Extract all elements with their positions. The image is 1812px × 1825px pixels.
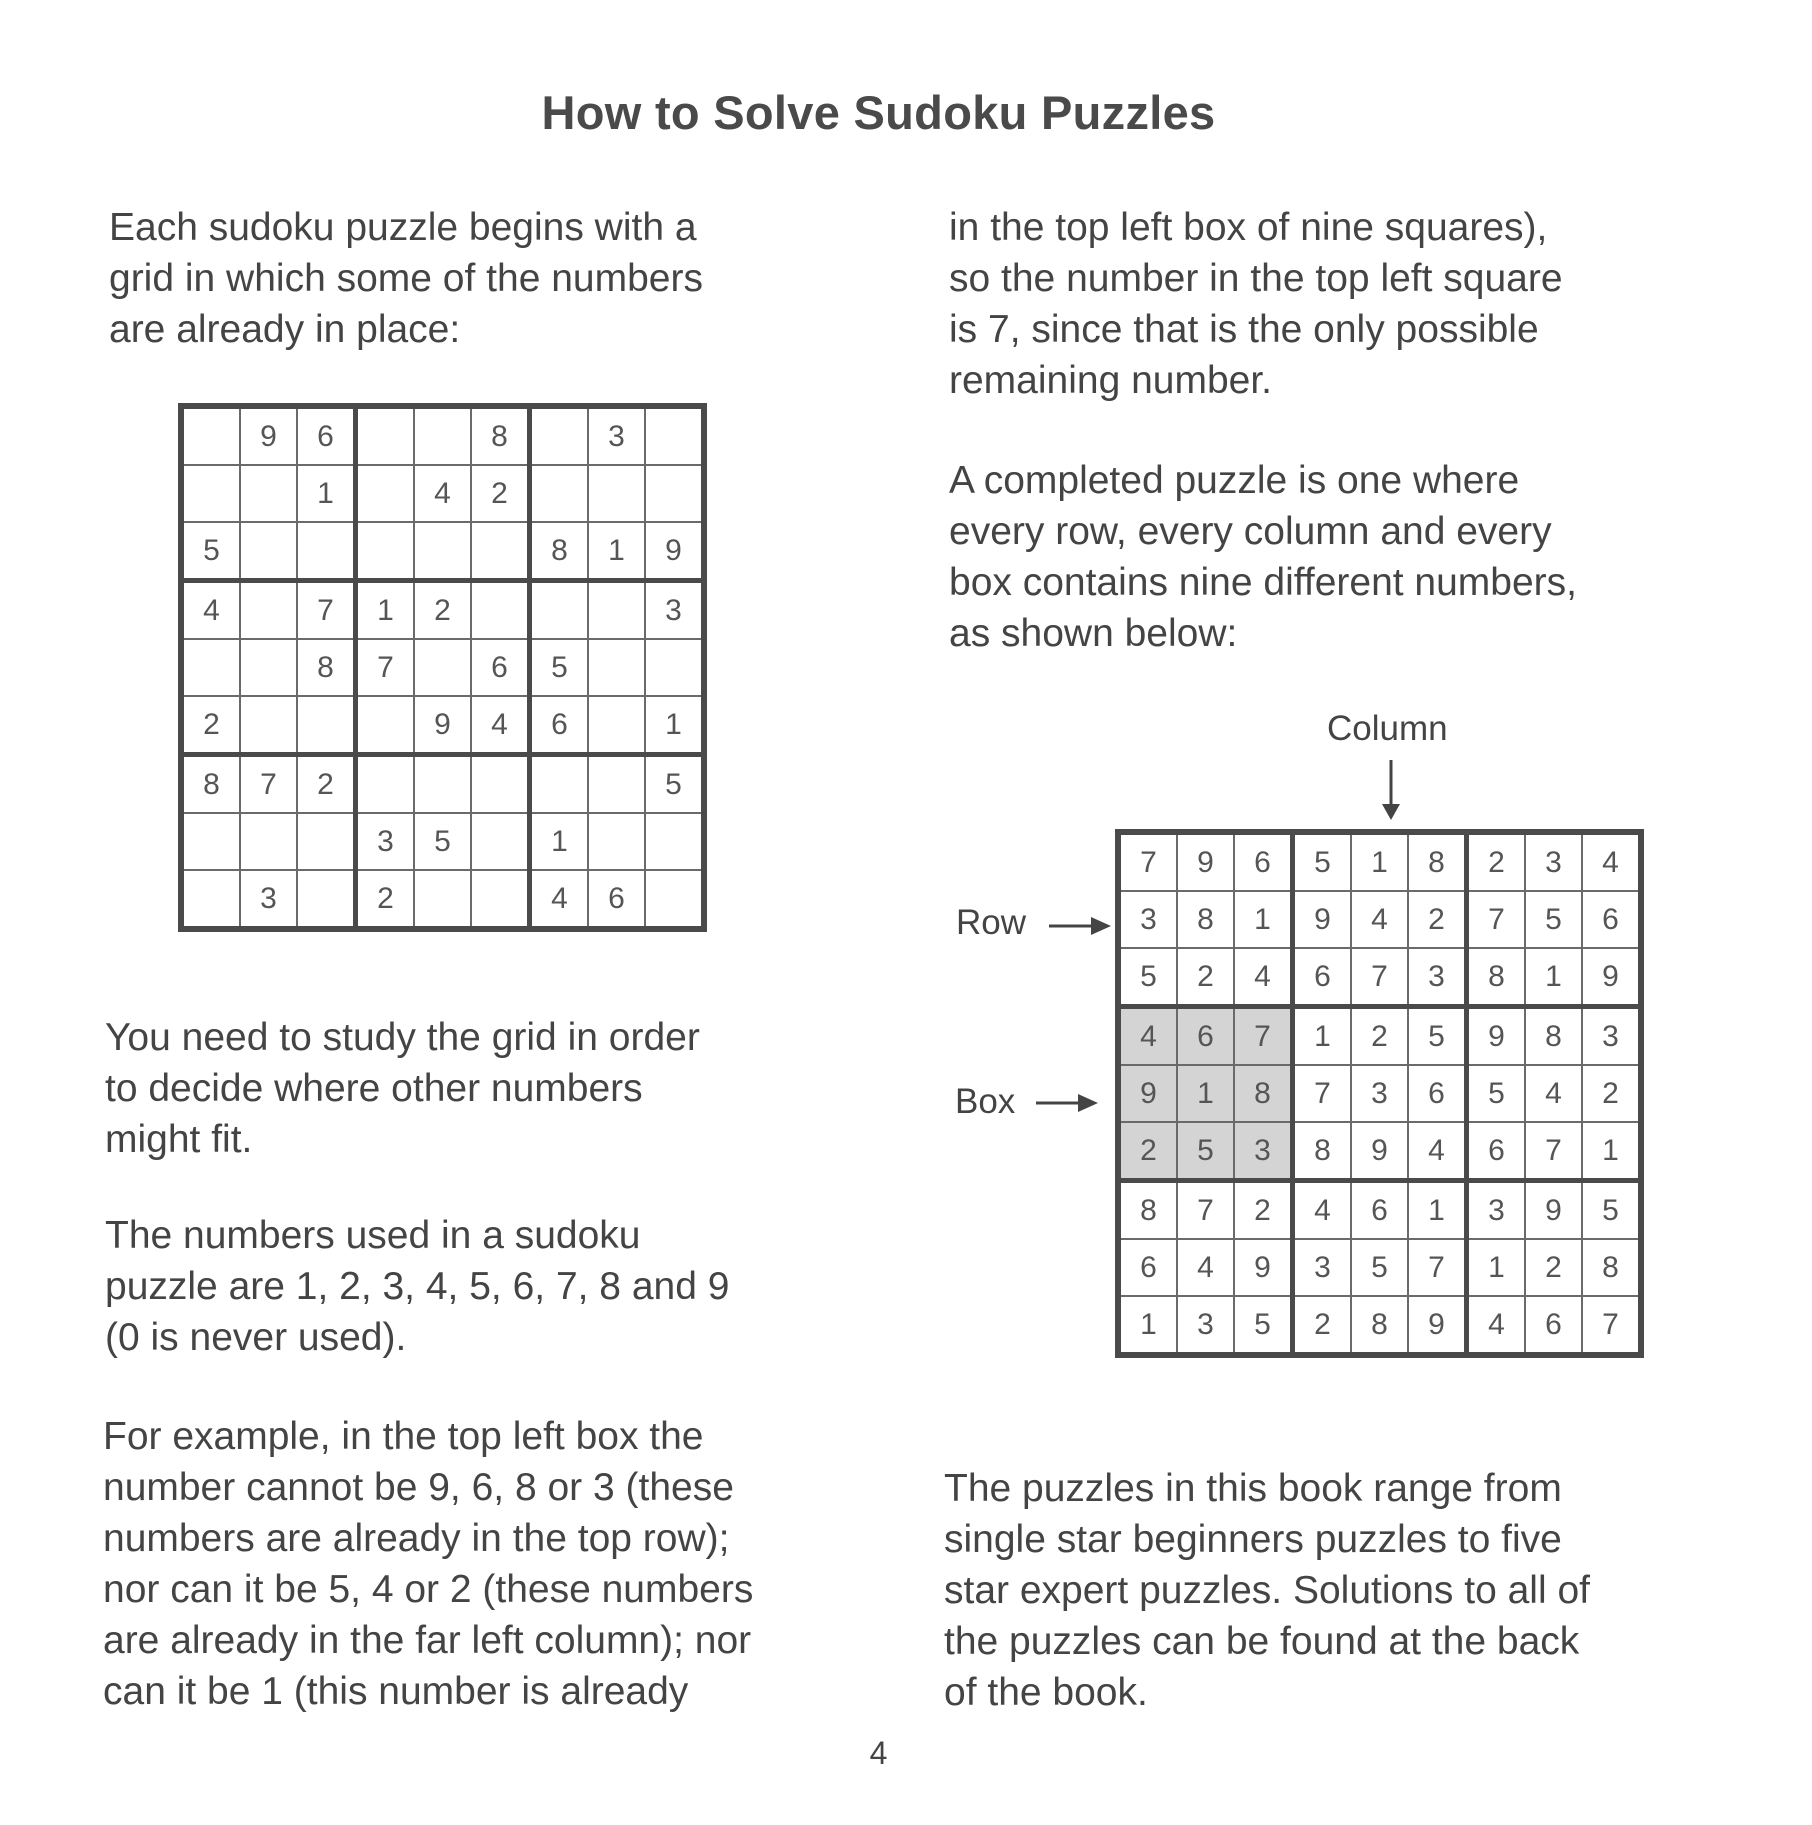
grid-row	[1118, 1007, 1641, 1066]
grid-cell: 4	[181, 581, 240, 640]
grid-cell: 7	[1351, 948, 1408, 1007]
grid-cell: 8	[1234, 1065, 1293, 1122]
grid-cell: 7	[1177, 1181, 1234, 1240]
grid-cell	[530, 755, 589, 814]
grid-cell: 8	[1408, 832, 1467, 891]
grid-cell: 3	[1467, 1181, 1526, 1240]
grid-cell: 1	[1582, 1122, 1641, 1181]
grid-row	[181, 465, 704, 522]
grid-row	[181, 870, 704, 929]
grid-cell: 2	[1467, 832, 1526, 891]
grid-cell	[471, 755, 530, 814]
grid-cell: 8	[297, 639, 356, 696]
grid-cell	[297, 522, 356, 581]
grid-cell: 7	[1293, 1065, 1352, 1122]
grid-cell	[588, 581, 645, 640]
grid-cell	[356, 465, 415, 522]
grid-cell: 5	[1408, 1007, 1467, 1066]
grid-cell	[588, 465, 645, 522]
grid-cell: 6	[1467, 1122, 1526, 1181]
grid-cell: 6	[530, 696, 589, 755]
grid-cell: 4	[1525, 1065, 1582, 1122]
grid-cell: 8	[1582, 1239, 1641, 1296]
grid-cell: 2	[1234, 1181, 1293, 1240]
grid-cell	[530, 465, 589, 522]
grid-cell: 8	[530, 522, 589, 581]
grid-cell	[356, 406, 415, 465]
grid-cell: 4	[1293, 1181, 1352, 1240]
grid-row	[1118, 1181, 1641, 1240]
grid-row	[1118, 948, 1641, 1007]
row-label: Row	[956, 903, 1027, 942]
grid-cell: 9	[240, 406, 297, 465]
grid-cell: 4	[1351, 891, 1408, 948]
page-number: 4	[869, 1735, 888, 1771]
box-arrow-icon	[1036, 1091, 1100, 1115]
grid-cell: 3	[1525, 832, 1582, 891]
grid-cell	[588, 755, 645, 814]
grid-cell: 4	[1177, 1239, 1234, 1296]
grid-cell	[181, 406, 240, 465]
book-range-paragraph: The puzzles in this book range from single star beginners puzzles to five star expert puzzles. Solutions to all of the puzzles can be found at the back of the book.	[944, 1467, 1590, 1714]
grid-cell: 4	[1234, 948, 1293, 1007]
grid-cell	[471, 870, 530, 929]
column-label: Column	[1327, 709, 1448, 748]
grid-cell: 7	[356, 639, 415, 696]
grid-row	[181, 522, 704, 581]
grid-cell	[471, 522, 530, 581]
completed-puzzle-paragraph: A completed puzzle is one where every row, every column and every box contains nine different numbers, as shown below:	[949, 459, 1577, 655]
grid-row	[181, 639, 704, 696]
grid-cell	[645, 465, 704, 522]
grid-cell	[588, 813, 645, 870]
grid-cell	[297, 870, 356, 929]
grid-cell: 9	[645, 522, 704, 581]
grid-row	[181, 755, 704, 814]
grid-cell: 2	[297, 755, 356, 814]
grid-cell: 1	[645, 696, 704, 755]
grid-row	[181, 813, 704, 870]
grid-cell: 6	[1118, 1239, 1177, 1296]
grid-cell: 9	[1467, 1007, 1526, 1066]
grid-cell: 7	[1118, 832, 1177, 891]
grid-cell	[645, 406, 704, 465]
grid-cell: 9	[1293, 891, 1352, 948]
grid-cell: 5	[1351, 1239, 1408, 1296]
grid-cell: 8	[1118, 1181, 1177, 1240]
grid-cell: 4	[414, 465, 471, 522]
grid-cell: 1	[1234, 891, 1293, 948]
grid-cell: 6	[297, 406, 356, 465]
grid-cell	[414, 406, 471, 465]
grid-cell: 6	[1525, 1296, 1582, 1355]
grid-cell: 1	[1177, 1065, 1234, 1122]
grid-cell: 9	[1351, 1122, 1408, 1181]
grid-row	[181, 581, 704, 640]
grid-cell: 6	[588, 870, 645, 929]
grid-cell: 8	[1351, 1296, 1408, 1355]
grid-cell: 3	[1351, 1065, 1408, 1122]
grid-cell: 1	[356, 581, 415, 640]
grid-cell	[645, 639, 704, 696]
grid-cell: 5	[1234, 1296, 1293, 1355]
grid-cell: 7	[297, 581, 356, 640]
grid-cell	[240, 639, 297, 696]
grid-cell: 2	[1293, 1296, 1352, 1355]
grid-cell	[240, 813, 297, 870]
grid-cell	[181, 465, 240, 522]
example-continued-paragraph: in the top left box of nine squares), so the number in the top left square is 7, since that is the only possible remaining number.	[949, 206, 1563, 402]
grid-cell: 5	[1582, 1181, 1641, 1240]
intro-paragraph: Each sudoku puzzle begins with a grid in which some of the numbers are already in place:	[109, 206, 703, 351]
grid-cell: 1	[297, 465, 356, 522]
grid-cell: 5	[1525, 891, 1582, 948]
grid-cell	[356, 755, 415, 814]
grid-cell: 2	[1118, 1122, 1177, 1181]
grid-cell: 6	[1234, 832, 1293, 891]
grid-cell	[588, 639, 645, 696]
grid-cell	[645, 813, 704, 870]
grid-cell: 3	[1293, 1239, 1352, 1296]
grid-cell: 9	[1234, 1239, 1293, 1296]
grid-cell: 3	[588, 406, 645, 465]
grid-cell: 3	[1234, 1122, 1293, 1181]
grid-cell: 5	[1118, 948, 1177, 1007]
grid-cell: 6	[1408, 1065, 1467, 1122]
grid-cell: 2	[356, 870, 415, 929]
grid-cell: 1	[588, 522, 645, 581]
grid-cell: 4	[471, 696, 530, 755]
grid-cell: 2	[1408, 891, 1467, 948]
grid-cell	[240, 696, 297, 755]
grid-cell: 4	[1582, 832, 1641, 891]
grid-cell: 6	[1582, 891, 1641, 948]
grid-cell: 2	[1351, 1007, 1408, 1066]
grid-row	[181, 696, 704, 755]
grid-cell: 9	[1408, 1296, 1467, 1355]
grid-cell: 8	[1177, 891, 1234, 948]
grid-cell: 2	[471, 465, 530, 522]
grid-cell: 9	[414, 696, 471, 755]
grid-cell: 5	[530, 639, 589, 696]
grid-cell	[645, 870, 704, 929]
grid-cell: 9	[1177, 832, 1234, 891]
grid-cell: 2	[1582, 1065, 1641, 1122]
numbers-used-paragraph: The numbers used in a sudoku puzzle are 1, 2, 3, 4, 5, 6, 7, 8 and 9 (0 is never used).	[105, 1214, 730, 1359]
grid-cell: 5	[1467, 1065, 1526, 1122]
grid-cell: 5	[1293, 832, 1352, 891]
grid-cell	[588, 696, 645, 755]
grid-cell: 1	[1118, 1296, 1177, 1355]
grid-cell	[530, 581, 589, 640]
grid-cell: 1	[1351, 832, 1408, 891]
grid-cell: 3	[240, 870, 297, 929]
grid-cell: 2	[414, 581, 471, 640]
grid-cell: 1	[1408, 1181, 1467, 1240]
grid-cell: 3	[1177, 1296, 1234, 1355]
grid-cell: 4	[530, 870, 589, 929]
box-label: Box	[955, 1082, 1016, 1121]
grid-cell	[240, 465, 297, 522]
grid-cell: 9	[1118, 1065, 1177, 1122]
grid-cell	[414, 755, 471, 814]
grid-row	[1118, 1122, 1641, 1181]
grid-cell: 1	[530, 813, 589, 870]
grid-cell	[356, 522, 415, 581]
grid-cell: 3	[1408, 948, 1467, 1007]
grid-cell: 3	[645, 581, 704, 640]
grid-cell: 2	[181, 696, 240, 755]
grid-cell: 5	[414, 813, 471, 870]
grid-cell: 6	[1177, 1007, 1234, 1066]
grid-cell	[471, 581, 530, 640]
grid-cell	[356, 696, 415, 755]
grid-cell: 6	[1293, 948, 1352, 1007]
grid-cell: 5	[645, 755, 704, 814]
grid-cell: 8	[1467, 948, 1526, 1007]
grid-cell: 8	[471, 406, 530, 465]
grid-cell	[181, 639, 240, 696]
page-title: How to Solve Sudoku Puzzles	[541, 86, 1216, 139]
grid-row	[181, 406, 704, 465]
grid-row	[1118, 891, 1641, 948]
grid-cell	[240, 581, 297, 640]
grid-cell	[297, 813, 356, 870]
grid-cell: 6	[471, 639, 530, 696]
puzzle-grid	[178, 403, 707, 932]
grid-cell: 3	[1582, 1007, 1641, 1066]
grid-cell: 1	[1293, 1007, 1352, 1066]
grid-cell: 7	[1234, 1007, 1293, 1066]
grid-cell: 7	[1467, 891, 1526, 948]
grid-row	[1118, 1239, 1641, 1296]
grid-cell: 1	[1525, 948, 1582, 1007]
grid-cell	[471, 813, 530, 870]
grid-cell: 8	[1293, 1122, 1352, 1181]
example-paragraph: For example, in the top left box the number cannot be 9, 6, 8 or 3 (these numbers are already in the top row); nor can it be 5, 4 or 2 (these numbers are already in the far left column); nor can it be 1 (this number is already	[103, 1415, 754, 1713]
grid-cell: 5	[1177, 1122, 1234, 1181]
grid-cell: 2	[1525, 1239, 1582, 1296]
grid-cell	[181, 813, 240, 870]
grid-cell	[414, 639, 471, 696]
grid-cell: 7	[1582, 1296, 1641, 1355]
study-grid-paragraph: You need to study the grid in order to decide where other numbers might fit.	[105, 1016, 700, 1161]
grid-cell	[414, 870, 471, 929]
grid-cell: 5	[181, 522, 240, 581]
grid-cell: 9	[1582, 948, 1641, 1007]
grid-cell: 6	[1351, 1181, 1408, 1240]
grid-cell: 4	[1467, 1296, 1526, 1355]
grid-cell	[240, 522, 297, 581]
grid-cell	[530, 406, 589, 465]
grid-cell: 1	[1467, 1239, 1526, 1296]
grid-cell: 8	[181, 755, 240, 814]
grid-cell: 4	[1118, 1007, 1177, 1066]
grid-cell: 4	[1408, 1122, 1467, 1181]
grid-cell: 3	[356, 813, 415, 870]
grid-row	[1118, 832, 1641, 891]
grid-cell: 8	[1525, 1007, 1582, 1066]
column-arrow-icon	[1378, 760, 1404, 822]
grid-cell: 7	[1525, 1122, 1582, 1181]
solution-grid	[1115, 829, 1644, 1358]
grid-cell	[297, 696, 356, 755]
grid-cell: 2	[1177, 948, 1234, 1007]
grid-cell: 7	[240, 755, 297, 814]
grid-row	[1118, 1065, 1641, 1122]
grid-cell: 3	[1118, 891, 1177, 948]
grid-cell	[181, 870, 240, 929]
grid-row	[1118, 1296, 1641, 1355]
grid-cell: 9	[1525, 1181, 1582, 1240]
row-arrow-icon	[1049, 914, 1113, 938]
grid-cell: 7	[1408, 1239, 1467, 1296]
grid-cell	[414, 522, 471, 581]
